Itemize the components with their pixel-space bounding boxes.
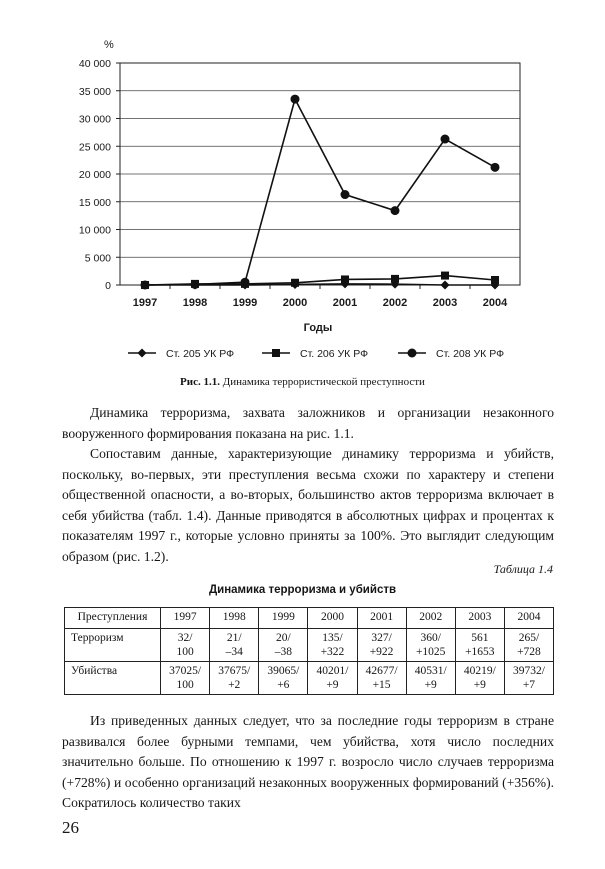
- figure-caption-text: Динамика террористической преступности: [222, 376, 425, 388]
- cell-absolute-value: 135/: [322, 632, 343, 644]
- table-title: Динамика терроризма и убийств: [208, 584, 397, 596]
- paragraph-2: Сопоставим данные, характеризующие динамику терроризма и убийств, поскольку, во-первых, эти преступления весьма схожи по характеру и степени общественной опасности, а во-вторых, большинство актов терроризма включает в себя убийства (табл. 1.4). Данные приводятся в абсолютных цифрах и процентах к показателям 1997 г., которые условно приняты за 100%. Это выглядит следующим образом (рис. 1.2).: [62, 446, 554, 564]
- legend-marker: [408, 349, 417, 358]
- y-tick-label: 25 000: [78, 141, 111, 154]
- chart-series: [141, 95, 500, 290]
- cell-absolute-value: 561: [471, 632, 489, 644]
- table-cell: [308, 629, 357, 662]
- x-tick-label: 1999: [232, 297, 258, 309]
- table-cell: [406, 629, 455, 662]
- figure-caption-label: Рис. 1.1.: [180, 376, 220, 388]
- y-tick-label: 0: [105, 280, 111, 292]
- data-point: [441, 135, 450, 144]
- legend-entry: Ст. 206 УК РФ: [300, 348, 369, 360]
- header-year: 2001: [357, 608, 406, 629]
- cell-absolute-value: 42677/: [365, 665, 398, 677]
- legend-marker: [138, 349, 147, 358]
- data-point: [341, 190, 350, 199]
- data-point: [241, 278, 250, 287]
- cell-percent-value: +1025: [415, 646, 446, 658]
- table-cell: [210, 662, 259, 695]
- cell-absolute-value: 32/: [177, 632, 193, 644]
- cell-percent-value: –38: [274, 646, 292, 658]
- data-point: [141, 281, 150, 290]
- header-year: 2000: [308, 608, 357, 629]
- row-label: Убийства: [65, 662, 161, 695]
- table-cell: [357, 662, 406, 695]
- y-axis-label: %: [104, 39, 114, 51]
- table-cell: [210, 629, 259, 662]
- data-point: [491, 276, 499, 284]
- header-year: 2002: [406, 608, 455, 629]
- terrorism-dynamics-chart: [0, 0, 605, 380]
- y-tick-label: 40 000: [78, 58, 111, 70]
- cell-percent-value: 100: [176, 679, 194, 691]
- table-label: Таблица 1.4: [493, 562, 553, 576]
- table-header-row: [65, 608, 554, 629]
- x-tick-label: 1998: [182, 297, 208, 309]
- terrorism-murders-table: [64, 607, 554, 695]
- x-tick-label: 2001: [332, 297, 358, 309]
- cell-absolute-value: 37675/: [218, 665, 251, 677]
- legend-marker: [272, 349, 280, 357]
- x-axis-label: Годы: [303, 322, 333, 334]
- cell-absolute-value: 39732/: [512, 665, 545, 677]
- header-year: 1999: [259, 608, 308, 629]
- x-tick-label: 1997: [132, 297, 158, 309]
- data-point: [441, 272, 449, 280]
- cell-absolute-value: 21/: [226, 632, 242, 644]
- y-tick-label: 5 000: [84, 252, 111, 265]
- legend-entry: Ст. 208 УК РФ: [436, 348, 505, 360]
- data-point: [291, 95, 300, 104]
- table-cell: [308, 662, 357, 695]
- page-number: 26: [62, 818, 79, 837]
- header-year: 1998: [210, 608, 259, 629]
- data-point: [341, 275, 349, 283]
- cell-percent-value: +922: [369, 646, 394, 658]
- cell-percent-value: +6: [277, 679, 290, 691]
- y-tick-label: 30 000: [78, 113, 111, 126]
- y-tick-labels: [79, 58, 111, 292]
- table-row: [65, 662, 554, 695]
- cell-percent-value: 100: [176, 646, 194, 658]
- cell-percent-value: +9: [326, 679, 339, 691]
- header-year: 2004: [504, 608, 553, 629]
- cell-absolute-value: 265/: [518, 632, 540, 644]
- table-cell: [504, 662, 553, 695]
- cell-absolute-value: 360/: [420, 632, 441, 644]
- cell-absolute-value: 37025/: [169, 665, 202, 677]
- table-cell: [259, 629, 308, 662]
- data-point: [391, 206, 400, 215]
- closing-paragraph: Из приведенных данных следует, что за последние годы терроризм в стране развивался более бурными темпами, чем убийства, хотя число последних значительно больше. По отношению к 1997 г. возросло число случаев терроризма (+728%) и особенно организаций незаконных вооруженных формирований (+356%). Сократилось количество таких: [62, 713, 554, 810]
- header-crimes: Преступления: [65, 608, 161, 629]
- cell-absolute-value: 40201/: [316, 665, 349, 677]
- data-point: [441, 281, 450, 290]
- table-cell: [161, 629, 210, 662]
- figure-caption: [0, 376, 605, 388]
- y-tick-label: 20 000: [78, 169, 111, 181]
- x-tick-label: 2003: [432, 297, 458, 309]
- cell-percent-value: +7: [522, 679, 536, 691]
- x-tick-labels: [133, 297, 508, 309]
- legend-entry: Ст. 205 УК РФ: [166, 348, 235, 360]
- cell-absolute-value: 39065/: [267, 665, 300, 677]
- cell-percent-value: +728: [517, 646, 541, 658]
- table-cell: [161, 662, 210, 695]
- chart-grid: [120, 91, 520, 258]
- cell-percent-value: +1653: [465, 646, 495, 658]
- y-tick-label: 35 000: [78, 85, 111, 98]
- x-tick-label: 2004: [482, 297, 508, 309]
- table-cell: [455, 629, 504, 662]
- data-point: [291, 279, 299, 287]
- table-cell: [259, 662, 308, 695]
- data-point: [491, 163, 500, 172]
- cell-percent-value: +15: [372, 679, 391, 691]
- cell-percent-value: +322: [320, 646, 345, 658]
- table-row: [65, 629, 554, 662]
- table-cell: [504, 629, 553, 662]
- cell-percent-value: –34: [225, 646, 243, 658]
- cell-absolute-value: 40531/: [414, 665, 447, 677]
- x-tick-label: 2002: [382, 297, 408, 309]
- data-point: [391, 275, 399, 283]
- table-cell: [406, 662, 455, 695]
- paragraph-1: Динамика терроризма, захвата заложников и организации незаконного вооруженного формирования показана на рис. 1.1.: [62, 405, 554, 441]
- header-year: 2003: [455, 608, 504, 629]
- data-point: [191, 280, 200, 289]
- cell-absolute-value: 40219/: [463, 665, 496, 677]
- cell-percent-value: +9: [424, 679, 437, 691]
- table-cell: [357, 629, 406, 662]
- y-tick-label: 10 000: [78, 224, 111, 237]
- cell-percent-value: +9: [473, 679, 486, 691]
- cell-absolute-value: 20/: [275, 632, 291, 644]
- header-year: 1997: [161, 608, 210, 629]
- row-label: Терроризм: [65, 629, 161, 662]
- table-cell: [455, 662, 504, 695]
- cell-percent-value: +2: [228, 679, 241, 691]
- cell-absolute-value: 327/: [371, 632, 392, 644]
- x-tick-label: 2000: [282, 297, 308, 309]
- y-tick-label: 15 000: [78, 196, 111, 209]
- chart-legend: [128, 348, 504, 360]
- chart-axes: [116, 63, 520, 289]
